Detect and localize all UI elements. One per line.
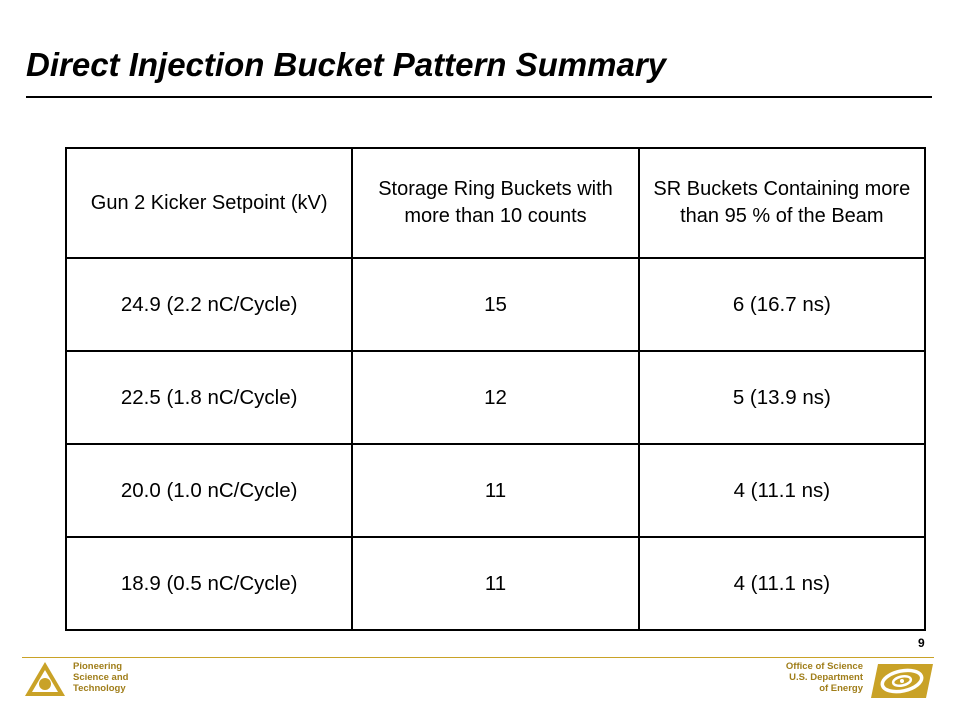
tagline-line: Office of Science — [785, 661, 863, 672]
table-cell: 5 (13.9 ns) — [639, 351, 925, 444]
footer-divider — [22, 657, 934, 658]
table-row — [66, 351, 925, 444]
argonne-logo-icon — [24, 661, 66, 697]
table-cell: 12 — [352, 351, 638, 444]
table-cell: 4 (11.1 ns) — [639, 444, 925, 537]
column-header: Gun 2 Kicker Setpoint (kV) — [66, 148, 352, 258]
tagline-line: of Energy — [819, 683, 863, 694]
footer-tagline-left — [73, 661, 128, 694]
footer-tagline-right — [786, 661, 863, 694]
tagline-line: Science and — [73, 672, 129, 683]
table-row — [66, 444, 925, 537]
tagline-line: Technology — [73, 683, 126, 694]
bucket-pattern-table — [65, 147, 926, 631]
table-cell: 4 (11.1 ns) — [639, 537, 925, 630]
tagline-line: Pioneering — [73, 661, 123, 672]
table-cell: 20.0 (1.0 nC/Cycle) — [66, 444, 352, 537]
column-header: SR Buckets Containing more than 95 % of the Beam — [639, 148, 925, 258]
table-cell: 6 (16.7 ns) — [639, 258, 925, 351]
tagline-line: U.S. Department — [789, 672, 863, 683]
doe-office-of-science-logo-icon — [870, 663, 934, 699]
table-row — [66, 258, 925, 351]
column-header: Storage Ring Buckets with more than 10 counts — [352, 148, 638, 258]
table-cell: 18.9 (0.5 nC/Cycle) — [66, 537, 352, 630]
table-cell: 11 — [352, 537, 638, 630]
table-cell: 15 — [352, 258, 638, 351]
title-underline — [26, 96, 932, 98]
table-cell: 11 — [352, 444, 638, 537]
table-row — [66, 537, 925, 630]
page-number: 9 — [918, 636, 925, 650]
slide-title: Direct Injection Bucket Pattern Summary — [26, 46, 667, 83]
table-cell: 22.5 (1.8 nC/Cycle) — [66, 351, 352, 444]
table-cell: 24.9 (2.2 nC/Cycle) — [66, 258, 352, 351]
table-header-row — [66, 148, 925, 258]
